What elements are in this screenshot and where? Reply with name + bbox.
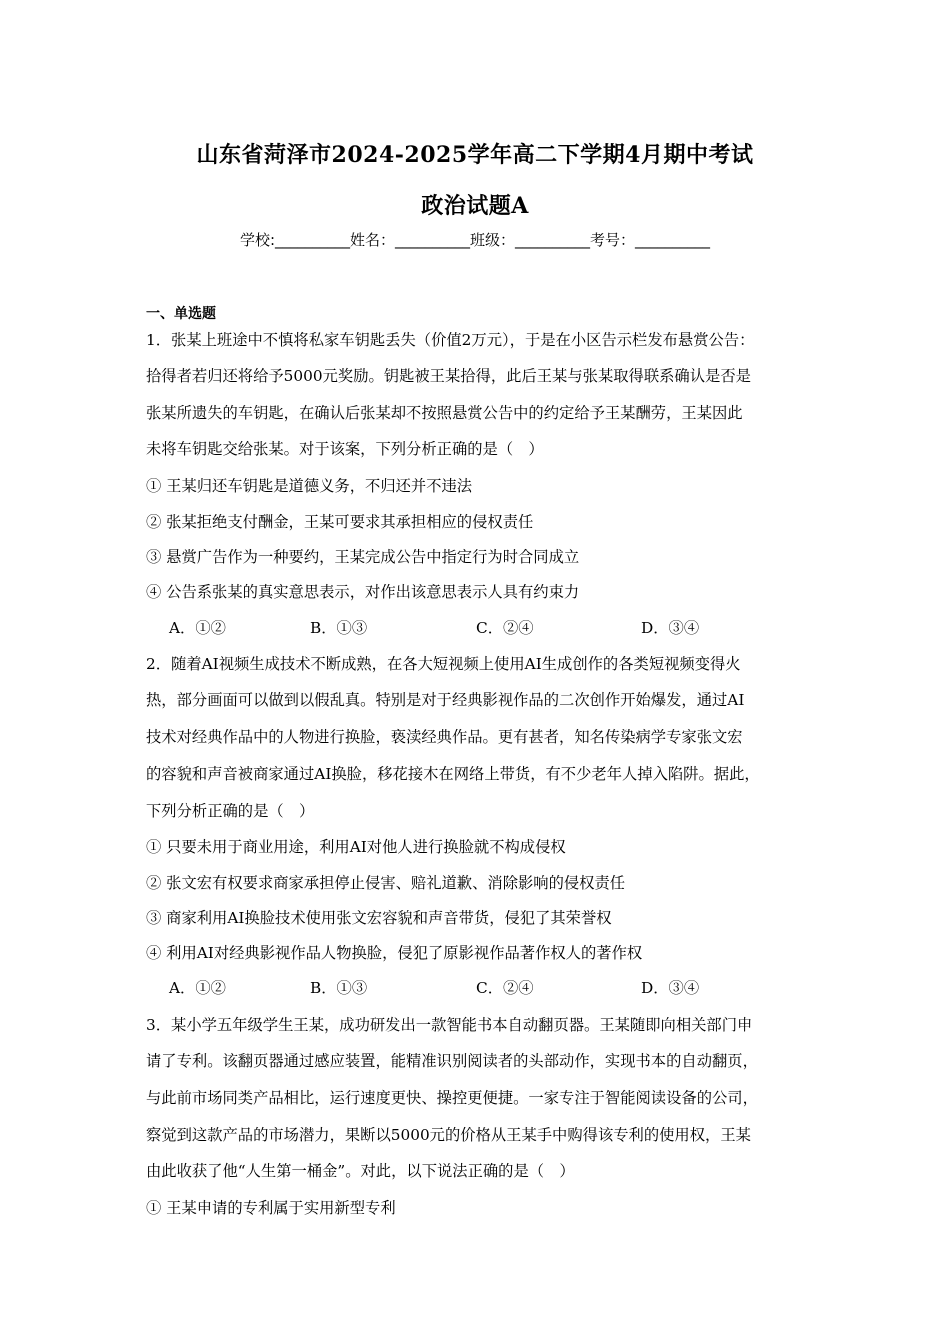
question-1-option-d: D．③④ <box>641 619 700 637</box>
question-1-option-b: B．①③ <box>310 619 368 637</box>
question-1-option-a: A．①② <box>169 619 226 637</box>
school-field: 学校:__________ <box>239 231 350 249</box>
question-2-option-c: C．②④ <box>476 979 534 997</box>
question-3-text-line: 察觉到这款产品的市场潜力，果断以5000元的价格从王某手中购得该专利的使用权，王某 <box>146 1126 751 1144</box>
question-2-text-line: 2．随着AI视频生成技术不断成熟，在各大短视频上使用AI生成创作的各类短视频变得火 <box>146 655 741 673</box>
class-field: 班级：__________ <box>470 231 591 249</box>
question-2-option-a: A．①② <box>169 979 226 997</box>
question-3-text-line: 与此前市场同类产品相比，运行速度更快、操控更便捷。一家专注于智能阅读设备的公司， <box>146 1089 758 1107</box>
question-2-statement: ② 张文宏有权要求商家承担停止侵害、赔礼道歉、消除影响的侵权责任 <box>146 874 626 892</box>
question-2-statement: ① 只要未用于商业用途，利用AI对他人进行换脸就不构成侵权 <box>146 838 566 856</box>
section-heading: 一、单选题 <box>146 306 216 322</box>
number-field: 考号：__________ <box>590 231 711 249</box>
question-2-statement: ③ 商家利用AI换脸技术使用张文宏容貌和声音带货，侵犯了其荣誉权 <box>146 909 612 927</box>
question-1-statement: ② 张某拒绝支付酬金，王某可要求其承担相应的侵权责任 <box>146 513 534 531</box>
question-3-text-line: 由此收获了他“人生第一桶金”。对此，以下说法正确的是（ ） <box>146 1162 575 1180</box>
name-field: 姓名：__________ <box>350 231 471 249</box>
question-2-text-line: 下列分析正确的是（ ） <box>146 802 315 820</box>
question-2-text-line: 技术对经典作品中的人物进行换脸，亵渎经典作品。更有甚者，知名传染病学专家张文宏 <box>146 728 743 746</box>
question-2-option-b: B．①③ <box>310 979 368 997</box>
question-2-statement: ④ 利用AI对经典影视作品人物换脸，侵犯了原影视作品著作权人的著作权 <box>146 944 643 962</box>
question-1-text-line: 未将车钥匙交给张某。对于该案，下列分析正确的是（ ） <box>146 440 544 458</box>
exam-title: 山东省菏泽市2024-2025学年高二下学期4月期中考试 <box>196 142 754 168</box>
exam-subtitle: 政治试题A <box>421 193 529 219</box>
question-1-statement: ④ 公告系张某的真实意思表示，对作出该意思表示人具有约束力 <box>146 583 580 601</box>
question-1-text-line: 拾得者若归还将给予5000元奖励。钥匙被王某拾得，此后王某与张某取得联系确认是否是 <box>146 367 751 385</box>
student-info-line <box>0 229 950 250</box>
question-3-text-line: 请了专利。该翻页器通过感应装置，能精准识别阅读者的头部动作，实现书本的自动翻页， <box>146 1052 758 1070</box>
question-2-option-d: D．③④ <box>641 979 700 997</box>
question-1-text-line: 张某所遗失的车钥匙，在确认后张某却不按照悬赏公告中的约定给予王某酬劳，王某因此 <box>146 404 743 422</box>
question-3-text-line: 3．某小学五年级学生王某，成功研发出一款智能书本自动翻页器。王某随即向相关部门申 <box>146 1016 753 1034</box>
question-3-statement: ① 王某申请的专利属于实用新型专利 <box>146 1199 396 1217</box>
question-1-statement: ① 王某归还车钥匙是道德义务，不归还并不违法 <box>146 477 473 495</box>
question-2-text-line: 的容貌和声音被商家通过AI换脸，移花接木在网络上带货，有不少老年人掉入陷阱。据此， <box>146 765 760 783</box>
question-2-text-line: 热，部分画面可以做到以假乱真。特别是对于经典影视作品的二次创作开始爆发，通过AI <box>146 691 745 709</box>
question-1-text-line: 1．张某上班途中不慎将私家车钥匙丢失（价值2万元），于是在小区告示栏发布悬赏公告： <box>146 331 755 349</box>
question-1-statement: ③ 悬赏广告作为一种要约，王某完成公告中指定行为时合同成立 <box>146 548 580 566</box>
question-1-option-c: C．②④ <box>476 619 534 637</box>
